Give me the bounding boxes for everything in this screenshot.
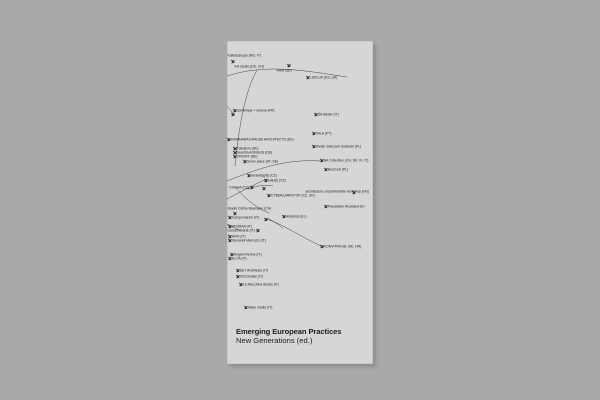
entry-label: KOGAA (CZ) (229, 185, 250, 190)
entry-label: Atelier Starczek Urabecki (PL) (315, 144, 362, 149)
x-mark-icon (306, 76, 309, 79)
entry-label: ŠA Atelier (IT) (317, 112, 339, 117)
entry-dominique-serena (233, 109, 275, 113)
x-mark-icon (352, 192, 355, 195)
entry-label: dominique + serena (FR) (236, 108, 275, 113)
x-mark-icon (324, 205, 327, 208)
x-mark-icon (227, 138, 230, 141)
title-block (236, 327, 368, 345)
entry-cyberlarkstop (267, 194, 315, 198)
x-mark-icon (282, 215, 285, 218)
entry-kaleidoscope (228, 54, 262, 58)
x-mark-icon (262, 187, 265, 190)
entry-label: Guerilla Architects (DE) (236, 150, 273, 155)
entry-label: HRO (IT) (231, 234, 246, 239)
entry-lamaformarte (228, 229, 261, 233)
x-mark-icon (320, 159, 323, 162)
entry-label: veranda(pfj) (CZ) (250, 173, 277, 178)
x-mark-icon (264, 218, 267, 221)
entry-didee-studio (244, 306, 273, 310)
entry-starczek (312, 145, 362, 149)
entry-label: KONVITRA (SI, MK, HR) (323, 244, 362, 249)
book-cover (227, 41, 373, 364)
curve-konvitra (267, 219, 324, 247)
entry-veranda (247, 174, 277, 178)
entry-sa-atelier (314, 113, 339, 117)
entry-label: Giovanni Marcuzzi (IT) (231, 238, 266, 243)
x-mark-icon (247, 174, 250, 177)
entry-marker-dominique (231, 113, 235, 117)
entry-label: didee studio (IT) (247, 305, 273, 310)
entry-label: ON/OFF (DE) (236, 154, 258, 159)
x-mark-icon (264, 179, 267, 182)
entry-label: Angelo Renna (IT) (233, 252, 262, 257)
x-mark-icon (312, 145, 315, 148)
entry-giovanni-marcuzzi (228, 239, 267, 243)
x-mark-icon (233, 155, 236, 158)
entry-kh-studio (231, 61, 264, 69)
entry-elca (228, 257, 247, 261)
entry-label: Kaleidoscope (NO, IT) (227, 53, 262, 58)
entry-kogaa (230, 186, 255, 190)
book-subtitle: New Generations (ed.) (236, 336, 313, 345)
x-mark-icon (314, 113, 317, 116)
entry-parasitaire (324, 205, 365, 209)
entry-orizzontale (236, 275, 264, 279)
entry-label: Adrastos (EL) (285, 214, 307, 219)
entry-label: KH studio (DK, CH) (234, 64, 264, 69)
entry-label: AA Collective (CH, DK, FI, IT) (323, 158, 369, 163)
entry-label: FALA (PT) (315, 131, 332, 136)
entry-label: Fabulism (DE) (236, 146, 259, 151)
entry-eriks (264, 179, 286, 183)
entry-lukluk (306, 76, 338, 80)
entry-marker-adrastos (264, 218, 268, 222)
entry-label: Lamaformarte (IT) (227, 228, 255, 233)
entry-some-place (243, 160, 279, 164)
x-mark-icon (236, 269, 239, 272)
entry-onoff (233, 155, 258, 159)
entry-label: SET Architects (IT) (239, 268, 269, 273)
entry-fala (312, 132, 332, 136)
entry-adrastos (282, 215, 307, 219)
book-title: Emerging European Practices (236, 327, 342, 336)
entry-label: BeeCool (PL) (327, 167, 349, 172)
entry-label: AHM (SE) (276, 68, 292, 73)
x-mark-icon (267, 194, 270, 197)
entry-label: Studio Céline Baumann (CH) (227, 206, 272, 211)
x-mark-icon (256, 229, 259, 232)
x-mark-icon (228, 257, 231, 260)
x-mark-icon (250, 186, 253, 189)
x-mark-icon (243, 160, 246, 163)
entry-set-architects (236, 269, 269, 273)
entry-label: KAMINARA KRAUSE ARCHITECTS (DE) (230, 137, 294, 142)
entry-label: Some place (AT, DE) (246, 159, 279, 164)
entry-label: Parasitaire Arcadia (HU) (327, 204, 365, 209)
x-mark-icon (239, 283, 242, 286)
x-mark-icon (236, 275, 239, 278)
x-mark-icon (231, 61, 234, 64)
x-mark-icon (228, 239, 231, 242)
entry-campomarzio (228, 216, 260, 220)
entry-kaminara (227, 138, 294, 142)
entry-label: LUKLUK (ES, UK) (309, 75, 338, 80)
entry-label: ATOMAA (IT) (231, 224, 252, 229)
entry-label: architecture uncomfortable workshop (HU) (305, 189, 370, 194)
entry-label: eriks(l) (CZ) (267, 178, 286, 183)
entry-aa-collective (320, 159, 369, 163)
entry-celine-baumann (228, 207, 272, 211)
entry-label: Orizzontale (IT) (239, 274, 264, 279)
entry-label: Campomarzio (IT) (231, 215, 260, 220)
x-mark-icon (228, 216, 231, 219)
x-mark-icon (231, 113, 234, 116)
entry-beecool (324, 168, 349, 172)
entry-marker-eriks (262, 187, 266, 191)
x-mark-icon (312, 132, 315, 135)
entry-label: CYBERLARKSTOP (CZ, SK) (270, 193, 315, 198)
entry-ahm (276, 65, 292, 73)
entry-architecture-uncomfortable (305, 189, 370, 194)
x-mark-icon (287, 65, 290, 68)
entry-label: ELCA (IT) (231, 256, 247, 261)
x-mark-icon (324, 168, 327, 171)
connection-curves (227, 41, 373, 364)
entry-konvitra (320, 245, 362, 249)
x-mark-icon (320, 245, 323, 248)
entry-la-macchina (239, 283, 279, 287)
entry-label: La Macchina Studio (IT) (242, 282, 279, 287)
x-mark-icon (244, 306, 247, 309)
